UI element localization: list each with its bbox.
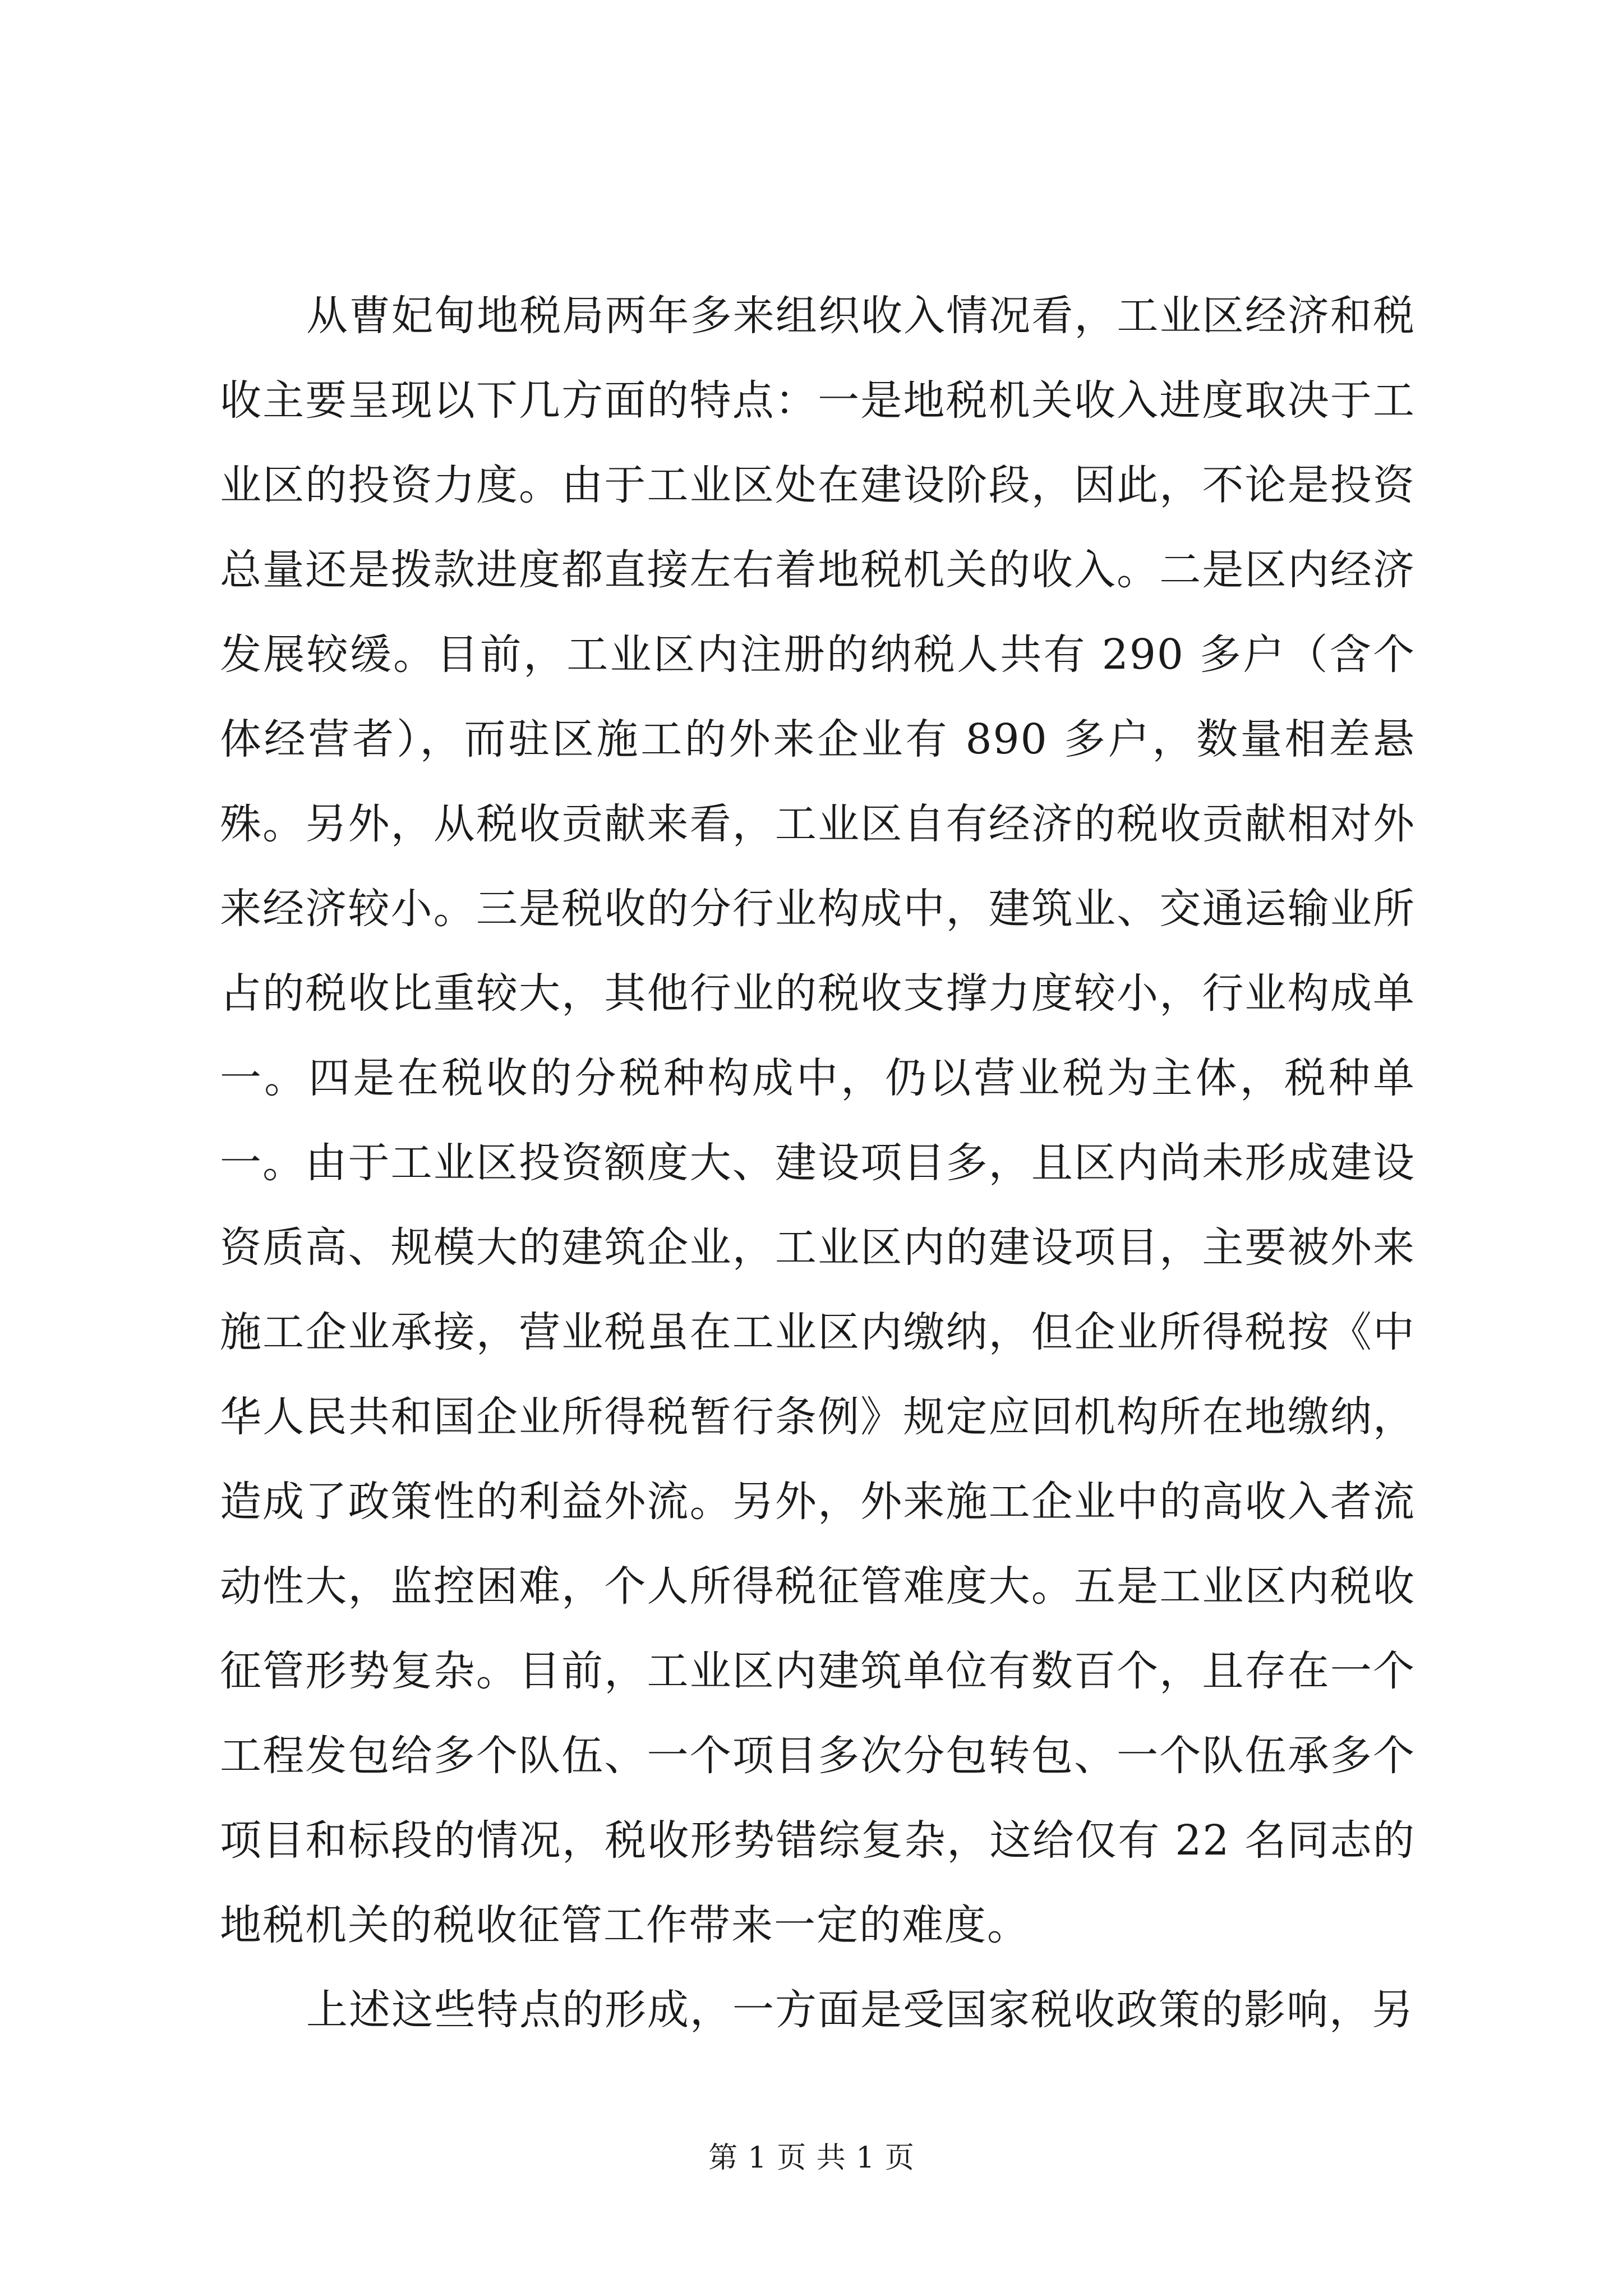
- paragraph-2: 上述这些特点的形成，一方面是受国家税收政策的影响，另: [306, 1986, 1414, 2034]
- paragraph-1: 从曹妃甸地税局两年多来组织收入情况看，工业区经济和税收主要呈现以下几方面的特点：一是地税机关收入进度取决于工业区的投资力度。由于工业区处在建设阶段，因此，不论是投资总量还是拨款进度都直接左右着地税机关的收入。二是区内经济发展较缓。目前，工业区内注册的纳税人共有 290 多户（含个体经营者），而驻区施工的外来企业有 890 多户，数量相差悬殊。另外，从税收贡献来看，工业区自有经济的税收贡献相对外来经济较小。三是税收的分行业构成中，建筑业、交通运输业所占的税收比重较大，其他行业的税收支撑力度较小，行业构成单一。四是在税收的分税种构成中，仍以营业税为主体，税种单一。由于工业区投资额度大、建设项目多，且区内尚未形成建设资质高、规模大的建筑企业，工业区内的建设项目，主要被外来施工企业承接，营业税虽在工业区内缴纳，但企业所得税按《中华人民共和国企业所得税暂行条例》规定应回机构所在地缴纳，造成了政策性的利益外流。另外，外来施工企业中的高收入者流动性大，监控困难，个人所得税征管难度大。五是工业区内税收征管形势复杂。目前，工业区内建筑单位有数百个，且存在一个工程发包给多个队伍、一个项目多次分包转包、一个队伍承多个项目和标段的情况，税收形势错综复杂，这给仅有 22 名同志的地税机关的税收征管工作带来一定的难度。: [220, 292, 1415, 1949]
- document-body: [220, 274, 1415, 2053]
- page-footer: 第 1 页 共 1 页: [708, 2141, 915, 2175]
